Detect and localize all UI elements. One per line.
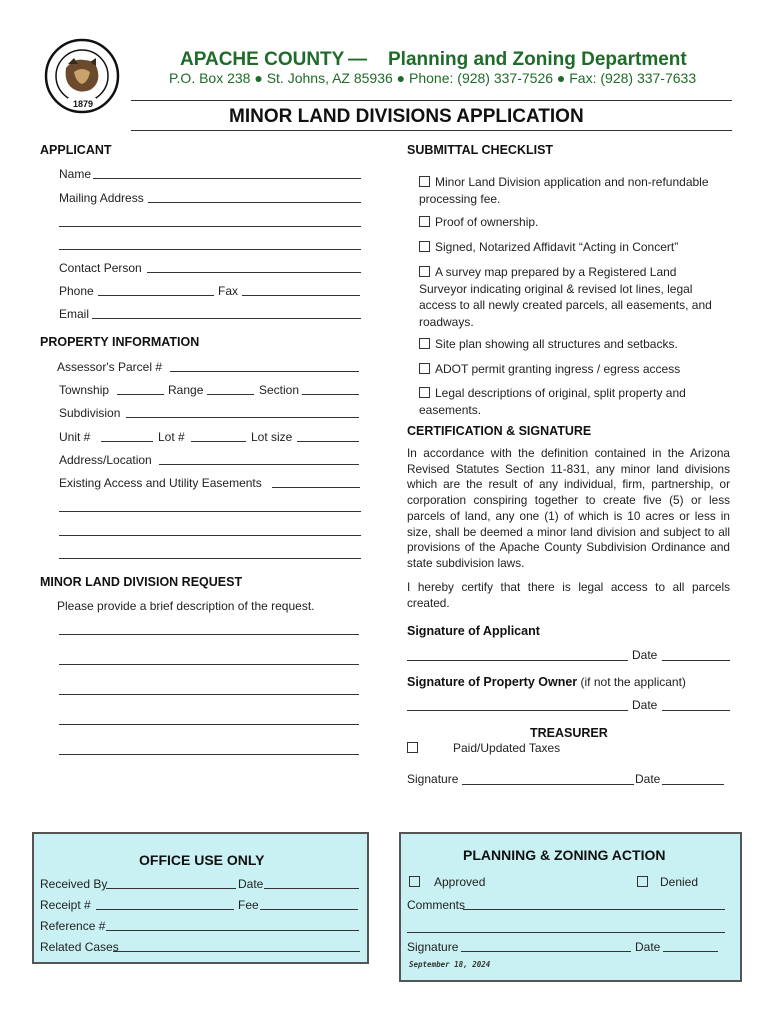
owner-signature-label	[407, 675, 686, 689]
comments-label: Comments	[407, 898, 466, 912]
owner-date-field[interactable]	[662, 710, 730, 711]
request-line-2[interactable]	[59, 664, 359, 665]
unit-label: Unit #	[59, 430, 91, 444]
received-by-label: Received By	[40, 877, 108, 891]
parcel-label: Assessor's Parcel #	[57, 360, 162, 374]
easements-field-3[interactable]	[59, 535, 361, 536]
parcel-field[interactable]	[170, 371, 359, 372]
request-line-3[interactable]	[59, 694, 359, 695]
revision-date: September 18, 2024	[409, 960, 491, 969]
treasurer-signature-label: Signature	[407, 772, 459, 786]
address-location-label: Address/Location	[59, 453, 152, 467]
reference-label: Reference #	[40, 919, 106, 933]
lot-label: Lot #	[158, 430, 185, 444]
easements-field-2[interactable]	[59, 511, 361, 512]
checkbox[interactable]	[419, 216, 430, 227]
applicant-signature-label: Signature of Applicant	[407, 624, 540, 638]
office-use-heading: OFFICE USE ONLY	[139, 852, 265, 868]
fee-label: Fee	[238, 898, 259, 912]
receipt-field[interactable]	[96, 909, 234, 910]
paid-taxes-item[interactable]	[407, 741, 423, 755]
applicant-date-label: Date	[632, 648, 658, 662]
name-field[interactable]	[93, 178, 361, 179]
treasurer-heading: TREASURER	[530, 726, 608, 740]
mailing-address-label: Mailing Address	[59, 191, 144, 205]
certification-heading: CERTIFICATION & SIGNATURE	[407, 424, 592, 438]
phone-label: Phone	[59, 284, 94, 298]
checklist-item[interactable]	[419, 239, 729, 256]
applicant-heading: APPLICANT	[40, 143, 112, 157]
title-dash: —	[348, 49, 367, 70]
form-title: MINOR LAND DIVISIONS APPLICATION	[229, 106, 584, 127]
seal-year: 1879	[73, 99, 94, 109]
checkbox[interactable]	[419, 363, 430, 374]
related-cases-field[interactable]	[113, 951, 360, 952]
section-field[interactable]	[302, 394, 359, 395]
easements-field-4[interactable]	[59, 558, 361, 559]
fax-label: Fax	[218, 284, 239, 298]
checklist-item[interactable]	[419, 174, 729, 207]
checklist-item[interactable]	[419, 336, 729, 353]
receipt-label: Receipt #	[40, 898, 91, 912]
request-prompt: Please provide a brief description of the request.	[57, 599, 315, 613]
checklist-item-label: Proof of ownership.	[435, 215, 539, 229]
mailing-address-field-3[interactable]	[59, 249, 361, 250]
owner-signature-field[interactable]	[407, 710, 628, 711]
unit-field[interactable]	[101, 441, 153, 442]
lot-size-field[interactable]	[297, 441, 359, 442]
section-label: Section	[259, 383, 300, 397]
easements-field[interactable]	[272, 487, 360, 488]
pz-signature-field[interactable]	[461, 951, 631, 952]
address-location-field[interactable]	[159, 464, 359, 465]
request-line-5[interactable]	[59, 754, 359, 755]
owner-signature-note: (if not the applicant)	[580, 675, 686, 689]
checklist-item[interactable]	[419, 361, 729, 378]
received-date-label: Date	[238, 877, 264, 891]
contact-person-label: Contact Person	[59, 261, 142, 275]
name-label: Name	[59, 167, 92, 181]
mailing-address-field[interactable]	[148, 202, 361, 203]
received-by-field[interactable]	[106, 888, 236, 889]
applicant-signature-field[interactable]	[407, 660, 628, 661]
checklist-item-label: A survey map prepared by a Registered Land Surveyor indicating original & revised lot lines, legal access to all newly created parcels, all easements, and roadways.	[419, 265, 712, 329]
certification-body: In accordance with the definition contained in the Arizona Revised Statutes Section 11-831, any minor land divisions which are the result of any individual, firm, partnership, or corporation conspiring together to create five (5) or less parcels of land, any one (1) of which is 10 acres or less in size, shall be deemed a minor land division and subject to all provisions of the Apache County Subdivision Ordinance and state subdivision laws.	[407, 446, 730, 570]
received-date-field[interactable]	[264, 888, 359, 889]
range-field[interactable]	[207, 394, 254, 395]
checklist-item[interactable]	[419, 385, 719, 418]
checkbox[interactable]	[419, 266, 430, 277]
request-line-1[interactable]	[59, 634, 359, 635]
related-cases-label: Related Cases	[40, 940, 119, 954]
pz-date-field[interactable]	[663, 951, 718, 952]
department-name: Planning and Zoning Department	[388, 49, 687, 70]
mailing-address-field-2[interactable]	[59, 226, 361, 227]
owner-signature-title: Signature of Property Owner	[407, 675, 578, 689]
certify-statement: I hereby certify that there is legal access to all parcels created.	[407, 580, 730, 610]
reference-field[interactable]	[106, 930, 359, 931]
denied-label: Denied	[660, 875, 699, 889]
request-heading: MINOR LAND DIVISION REQUEST	[40, 575, 243, 589]
header-rule-top	[131, 100, 732, 101]
pz-action-heading: PLANNING & ZONING ACTION	[463, 847, 666, 863]
township-field[interactable]	[117, 394, 164, 395]
agency-address: P.O. Box 238 ● St. Johns, AZ 85936 ● Phone: (928) 337-7526 ● Fax: (928) 337-7633	[169, 70, 697, 86]
email-field[interactable]	[92, 318, 361, 319]
pz-date-label: Date	[635, 940, 661, 954]
checklist-item-label: ADOT permit granting ingress / egress access	[435, 362, 681, 376]
treasurer-date-label: Date	[635, 772, 661, 786]
checklist-item[interactable]	[419, 214, 729, 231]
checkbox[interactable]	[419, 338, 430, 349]
easements-label: Existing Access and Utility Easements	[59, 476, 262, 490]
applicant-date-field[interactable]	[662, 660, 730, 661]
property-heading: PROPERTY INFORMATION	[40, 335, 200, 349]
checkbox[interactable]	[407, 742, 418, 753]
checklist-item-label: Site plan showing all structures and setbacks.	[435, 337, 678, 351]
treasurer-signature-field[interactable]	[462, 784, 634, 785]
denied-option[interactable]	[637, 875, 653, 889]
header-rule-bottom	[131, 130, 732, 131]
lot-field[interactable]	[191, 441, 246, 442]
owner-date-label: Date	[632, 698, 658, 712]
checkbox[interactable]	[419, 241, 430, 252]
comments-field-2[interactable]	[407, 932, 725, 933]
checkbox[interactable]	[419, 387, 430, 398]
checkbox[interactable]	[419, 176, 430, 187]
approved-label: Approved	[434, 875, 486, 889]
phone-field[interactable]	[98, 295, 214, 296]
lot-size-label: Lot size	[251, 430, 293, 444]
contact-person-field[interactable]	[147, 272, 361, 273]
request-line-4[interactable]	[59, 724, 359, 725]
agency-name: APACHE COUNTY	[180, 49, 345, 70]
checklist-item-label: Legal descriptions of original, split property and easements.	[419, 386, 686, 417]
subdivision-field[interactable]	[126, 417, 359, 418]
subdivision-label: Subdivision	[59, 406, 121, 420]
checklist-item-label: Minor Land Division application and non-refundable processing fee.	[419, 175, 709, 206]
checkbox[interactable]	[409, 876, 420, 887]
comments-field[interactable]	[463, 909, 725, 910]
range-label: Range	[168, 383, 204, 397]
checkbox[interactable]	[637, 876, 648, 887]
pz-signature-label: Signature	[407, 940, 459, 954]
township-label: Township	[59, 383, 110, 397]
checklist-item[interactable]	[419, 264, 723, 330]
treasurer-date-field[interactable]	[662, 784, 724, 785]
email-label: Email	[59, 307, 90, 321]
checklist-item-label: Signed, Notarized Affidavit “Acting in Concert”	[435, 240, 679, 254]
fee-field[interactable]	[260, 909, 358, 910]
pz-action-panel	[399, 832, 742, 982]
checklist-heading: SUBMITTAL CHECKLIST	[407, 143, 554, 157]
fax-field[interactable]	[242, 295, 360, 296]
office-use-panel	[32, 832, 369, 964]
approved-option[interactable]	[409, 875, 425, 889]
paid-taxes-label: Paid/Updated Taxes	[453, 741, 561, 755]
